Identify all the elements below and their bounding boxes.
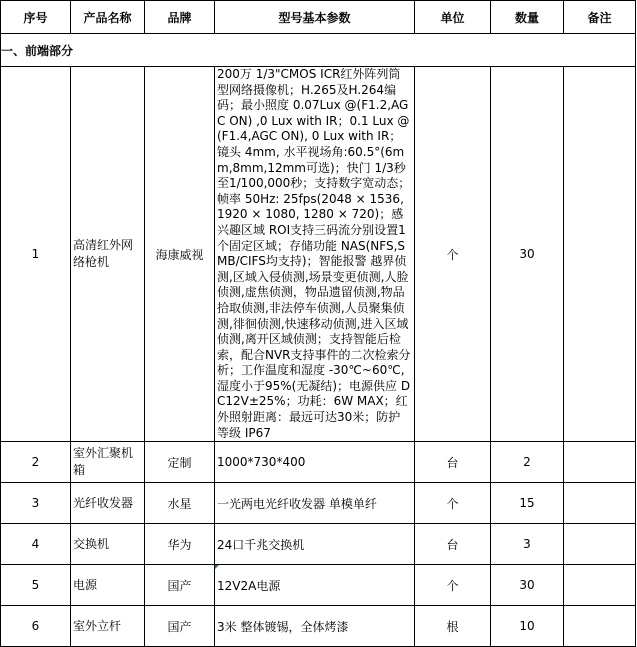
header-qty[interactable]: 数量 <box>491 1 564 34</box>
cell-index[interactable]: 3 <box>1 483 71 524</box>
cell-brand[interactable]: 水星 <box>145 483 215 524</box>
cell-unit[interactable]: 个 <box>415 483 491 524</box>
cell-index[interactable]: 2 <box>1 442 71 483</box>
header-row <box>1 1 636 34</box>
cell-brand[interactable]: 华为 <box>145 524 215 565</box>
header-remark[interactable]: 备注 <box>564 1 636 34</box>
table-row <box>1 483 636 524</box>
cell-brand[interactable]: 定制 <box>145 442 215 483</box>
cell-remark[interactable] <box>564 606 636 647</box>
cell-unit[interactable]: 个 <box>415 565 491 606</box>
header-brand[interactable]: 品牌 <box>145 1 215 34</box>
cell-spec[interactable]: 1000*730*400 <box>215 442 415 483</box>
table-row <box>1 565 636 606</box>
cell-brand[interactable]: 海康威视 <box>145 67 215 442</box>
cell-remark[interactable] <box>564 483 636 524</box>
cell-name[interactable]: 光纤收发器 <box>71 483 145 524</box>
cell-remark[interactable] <box>564 524 636 565</box>
cell-spec[interactable]: 12V2A电源 <box>215 565 415 606</box>
cell-remark[interactable] <box>564 442 636 483</box>
cell-qty[interactable]: 2 <box>491 442 564 483</box>
cell-brand[interactable]: 国产 <box>145 565 215 606</box>
section-title[interactable]: 一、前端部分 <box>1 34 636 67</box>
cell-spec[interactable]: 3米 整体镀锡，全体烤漆 <box>215 606 415 647</box>
cell-spec[interactable]: 24口千兆交换机 <box>215 524 415 565</box>
table-row <box>1 606 636 647</box>
cell-index[interactable]: 1 <box>1 67 71 442</box>
header-unit[interactable]: 单位 <box>415 1 491 34</box>
cell-qty[interactable]: 3 <box>491 524 564 565</box>
header-spec[interactable]: 型号基本参数 <box>215 1 415 34</box>
cell-spec[interactable]: 一光两电光纤收发器 单模单纤 <box>215 483 415 524</box>
cell-remark[interactable] <box>564 565 636 606</box>
cell-name[interactable]: 高清红外网络枪机 <box>71 67 145 442</box>
header-name[interactable]: 产品名称 <box>71 1 145 34</box>
cell-index[interactable]: 6 <box>1 606 71 647</box>
cell-index[interactable]: 5 <box>1 565 71 606</box>
cell-index[interactable]: 4 <box>1 524 71 565</box>
cell-name[interactable]: 室外立杆 <box>71 606 145 647</box>
cell-unit[interactable]: 台 <box>415 524 491 565</box>
cell-name[interactable]: 电源 <box>71 565 145 606</box>
cell-unit[interactable]: 台 <box>415 442 491 483</box>
cell-spec[interactable]: 200万 1/3"CMOS ICR红外阵列筒型网络摄像机；H.265及H.264编码；最小照度 0.07Lux @(F1.2,AGC ON) ,0 Lux with IR；0.1 Lux @(F1.4,AGC ON), 0 Lux with IR；镜头 4mm, 水平视场角:60.5°(6mm,8mm,12mm可选)；快门 1/3秒至1/100,000秒；支持数字宽动态；帧率 50Hz: 25fps(2048 × 1536, 1920 × 1080, 1280 × 720)；感兴趣区域 ROI支持三码流分别设置1个固定区域；存储功能 NAS(NFS,SMB/CIFS均支持)；智能报警 越界侦测,区域入侵侦测,场景变更侦测,人脸侦测,虚焦侦测，物品遗留侦测,物品拾取侦测,非法停车侦测,人员聚集侦测,徘徊侦测,快速移动侦测,进入区域侦测,离开区域侦测；支持智能后检索，配合NVR支持事件的二次检索分析；工作温度和湿度 -30℃~60℃,湿度小于95%(无凝结)；电源供应 DC12V±25%；功耗：6W MAX；红外照射距离：最远可达30米；防护等级 IP67 <box>215 67 415 442</box>
cell-qty[interactable]: 30 <box>491 67 564 442</box>
table-row <box>1 524 636 565</box>
cell-unit[interactable]: 根 <box>415 606 491 647</box>
cell-brand[interactable]: 国产 <box>145 606 215 647</box>
cell-qty[interactable]: 30 <box>491 565 564 606</box>
cell-qty[interactable]: 15 <box>491 483 564 524</box>
cell-remark[interactable] <box>564 67 636 442</box>
cell-qty[interactable]: 10 <box>491 606 564 647</box>
cell-name[interactable]: 交换机 <box>71 524 145 565</box>
header-index[interactable]: 序号 <box>1 1 71 34</box>
cell-name[interactable]: 室外汇聚机箱 <box>71 442 145 483</box>
section-row <box>1 34 636 67</box>
table-row <box>1 442 636 483</box>
cell-unit[interactable]: 个 <box>415 67 491 442</box>
table-row <box>1 67 636 442</box>
